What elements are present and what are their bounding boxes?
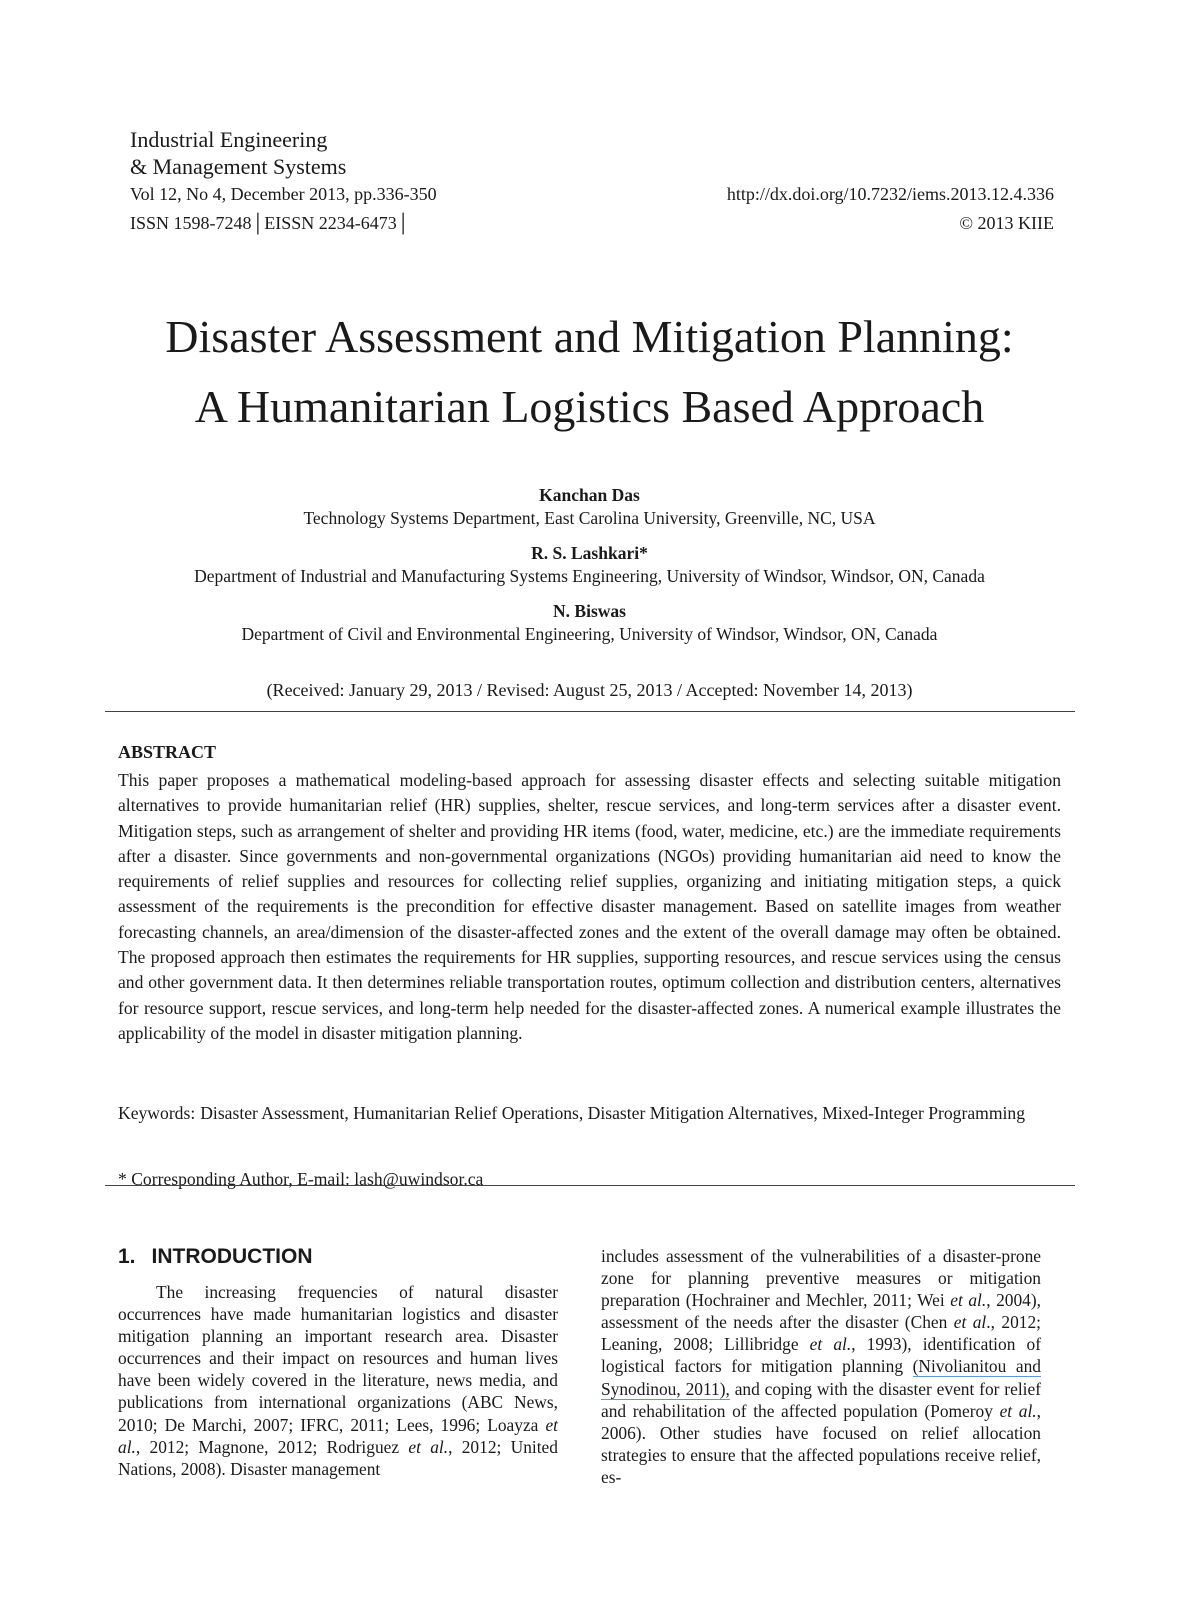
section-number: 1. [118, 1245, 136, 1268]
section-heading [118, 1245, 558, 1269]
abstract-section [118, 740, 1061, 1046]
doi-link[interactable]: http://dx.doi.org/10.7232/iems.2013.12.4.336 [726, 184, 1054, 204]
keywords [118, 1101, 1061, 1125]
volume-info: Vol 12, No 4, December 2013, pp.336-350 [130, 184, 437, 204]
author-name: R. S. Lashkari* [531, 543, 648, 563]
text-run: , 1993), identification of logistical factors for mitigation planning [601, 1334, 1042, 1377]
section-title: INTRODUCTION [151, 1245, 313, 1268]
intro-paragraph-continued [601, 1245, 1041, 1488]
journal-name-line1: Industrial Engineering [130, 127, 328, 152]
author-affiliation: Department of Industrial and Manufacturing Systems Engineering, University of Windsor, Windsor, ON, Canada [194, 566, 985, 586]
author-name: Kanchan Das [539, 485, 640, 505]
paper-title [0, 302, 1179, 442]
column-right [601, 1245, 1041, 1488]
intro-paragraph [118, 1281, 558, 1480]
journal-name-line2: & Management Systems [130, 154, 347, 179]
italic-run: et al. [118, 1414, 558, 1457]
author-block [0, 484, 1179, 530]
journal-header [130, 126, 1054, 238]
keywords-label: Keywords: [118, 1103, 196, 1123]
italic-run: et al. [950, 1290, 987, 1311]
text-run: ., 2012; Leaning, 2008; Lillibridge [601, 1312, 1041, 1355]
italic-run: et al. [999, 1400, 1037, 1421]
divider-top [105, 711, 1075, 712]
author-block [0, 600, 1179, 646]
italic-run: et al. [809, 1334, 852, 1355]
title-line1: Disaster Assessment and Mitigation Planning: [165, 311, 1014, 362]
author-affiliation: Technology Systems Department, East Carolina University, Greenville, NC, USA [303, 508, 876, 528]
author-list [0, 484, 1179, 658]
text-run: The increasing frequencies of natural disaster occurrences have made humanitarian logistics and disaster mitigation planning an important research area. Disaster occurrences and their impact on resources and human lives have been widely covered in the literature, news media, and publications from international organizations (ABC News, 2010; De Marchi, 2007; IFRC, 2011; Lees, 1996; Loayza [118, 1282, 558, 1435]
divider-bottom [105, 1185, 1075, 1186]
citation-link[interactable]: (Nivolianitou and Synodinou, 2011), [601, 1356, 1041, 1399]
title-line2: A Humanitarian Logistics Based Approach [194, 381, 985, 432]
corresponding-author: * Corresponding Author, E-mail: lash@uwindsor.ca [118, 1169, 484, 1189]
italic-run: et al. [408, 1436, 449, 1457]
italic-run: et al [953, 1312, 987, 1333]
text-run: includes assessment of the vulnerabilities of a disaster-prone zone for planning preventive measures or mitigation preparation (Hochrainer and Mechler, 2011; Wei [601, 1246, 1041, 1311]
keywords-text: Disaster Assessment, Humanitarian Relief Operations, Disaster Mitigation Alternatives, Mixed-Integer Programming [200, 1103, 1025, 1123]
author-name: N. Biswas [553, 601, 626, 621]
text-run: , 2012; Magnone, 2012; Rodriguez [135, 1436, 409, 1457]
column-left [118, 1245, 558, 1480]
copyright: © 2013 KIIE [959, 213, 1054, 233]
received-dates: (Received: January 29, 2013 / Revised: August 25, 2013 / Accepted: November 14, 2013) [266, 680, 913, 700]
author-block [0, 542, 1179, 588]
text-run: , 2006). Other studies have focused on relief allocation strategies to ensure that the affected populations receive relief, es- [601, 1400, 1041, 1487]
author-affiliation: Department of Civil and Environmental Engineering, University of Windsor, Windsor, ON, Canada [241, 624, 938, 644]
abstract-text: This paper proposes a mathematical modeling-based approach for assessing disaster effects and selecting suitable mitigation alternatives to provide humanitarian relief (HR) supplies, shelter, rescue services, and long-term services after a disaster event. Mitigation steps, such as arrangement of shelter and providing HR items (food, water, medicine, etc.) are the immediate requirements after a disaster. Since governments and non-governmental organizations (NGOs) providing humanitarian aid need to know the requirements of relief supplies and resources for collecting relief supplies, organizing and initiating mitigation steps, a quick assessment of the requirements is the precondition for effective disaster management. Based on satellite images from weather forecasting channels, an area/dimension of the disaster-affected zones and the extent of the overall damage may often be obtained. The proposed approach then estimates the requirements for HR supplies, supporting resources, and rescue services using the census and other government data. It then determines reliable transportation routes, optimum collection and distribution centers, alternatives for resource support, rescue services, and long-term help needed for the disaster-affected zones. A numerical example illustrates the applicability of the model in disaster mitigation planning. [118, 770, 1061, 1043]
abstract-heading: ABSTRACT [118, 742, 217, 762]
issn-info: ISSN 1598-7248│EISSN 2234-6473│ [130, 213, 410, 233]
text-run: and coping with the disaster event for relief and rehabilitation of the affected population (Pomeroy [601, 1378, 1041, 1421]
text-run: , 2004), assessment of the needs after the disaster (Chen [601, 1290, 1041, 1333]
text-run: , 2012; United Nations, 2008). Disaster management [118, 1436, 558, 1479]
